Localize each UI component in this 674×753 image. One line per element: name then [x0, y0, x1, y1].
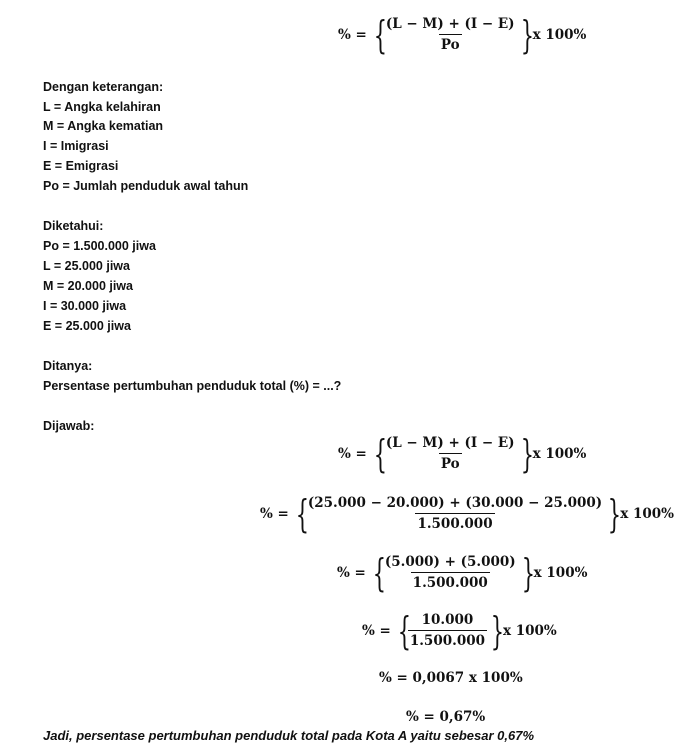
formula-tail: x 100%	[532, 445, 587, 462]
keterangan-item: E = Emigrasi	[43, 159, 119, 173]
fraction-numerator: (L − M) + (I − E)	[385, 435, 515, 451]
formula-lhs: % =	[362, 622, 391, 639]
right-brace: }	[490, 608, 505, 653]
keterangan-item: L = Angka kelahiran	[43, 100, 161, 114]
diketahui-item: Po = 1.500.000 jiwa	[43, 239, 156, 253]
formula-tail: x 100%	[503, 622, 557, 639]
formula-step-6	[406, 709, 485, 725]
left-brace: {	[373, 12, 387, 57]
formula-tail: x 100%	[620, 505, 674, 522]
fraction	[407, 612, 488, 649]
keterangan-item: Po = Jumlah penduduk awal tahun	[43, 179, 249, 193]
formula-lhs: % =	[338, 445, 367, 462]
fraction	[383, 435, 518, 472]
fraction-denominator: Po	[439, 34, 462, 53]
formula-lhs: % =	[338, 26, 367, 43]
formula-step-3	[337, 550, 588, 595]
diketahui-item: I = 30.000 jiwa	[43, 299, 127, 313]
formula-step-5-text: % = 0,0067 x 100%	[379, 670, 523, 686]
right-brace: }	[520, 431, 534, 476]
formula-lhs: % =	[337, 564, 366, 581]
formula-step-5	[379, 670, 523, 686]
dijawab-heading: Dijawab:	[43, 419, 95, 433]
left-brace: {	[397, 608, 411, 653]
formula-step-1	[338, 431, 587, 476]
left-brace: {	[295, 491, 309, 536]
fraction-denominator: 1.500.000	[415, 513, 494, 532]
diketahui-heading: Diketahui:	[43, 219, 104, 233]
keterangan-item: M = Angka kematian	[43, 119, 164, 133]
diketahui-item: M = 20.000 jiwa	[43, 279, 133, 293]
fraction	[305, 495, 605, 532]
fraction-denominator: Po	[439, 453, 462, 472]
fraction-denominator: 1.500.000	[408, 630, 487, 649]
keterangan-heading: Dengan keterangan:	[43, 80, 164, 94]
conclusion: Jadi, persentase pertumbuhan penduduk total pada Kota A yaitu sebesar 0,67%	[43, 728, 534, 743]
fraction-numerator: (L − M) + (I − E)	[385, 16, 515, 32]
left-brace: {	[373, 431, 387, 476]
fraction-numerator: 10.000	[421, 612, 474, 628]
fraction-numerator: (5.000) + (5.000)	[384, 554, 516, 570]
diketahui-item: E = 25.000 jiwa	[43, 319, 131, 333]
left-brace: {	[372, 550, 386, 595]
formula-tail: x 100%	[532, 26, 587, 43]
right-brace: }	[521, 550, 535, 595]
diketahui-item: L = 25.000 jiwa	[43, 259, 130, 273]
fraction	[382, 554, 519, 591]
formula-tail: x 100%	[533, 564, 588, 581]
formula-step-4	[362, 608, 557, 653]
fraction-numerator: (25.000 − 20.000) + (30.000 − 25.000)	[307, 495, 603, 511]
right-brace: }	[520, 12, 534, 57]
formula-step-2	[260, 491, 674, 536]
keterangan-item: I = Imigrasi	[43, 139, 109, 153]
formula-step-6-text: % = 0,67%	[406, 709, 486, 725]
ditanya-heading: Ditanya:	[43, 359, 93, 373]
right-brace: }	[607, 491, 622, 536]
ditanya-question: Persentase pertumbuhan penduduk total (%) = ...?	[43, 379, 342, 393]
formula-lhs: % =	[260, 505, 289, 522]
formula-main	[338, 12, 587, 57]
fraction	[383, 16, 518, 53]
fraction-denominator: 1.500.000	[411, 572, 490, 591]
